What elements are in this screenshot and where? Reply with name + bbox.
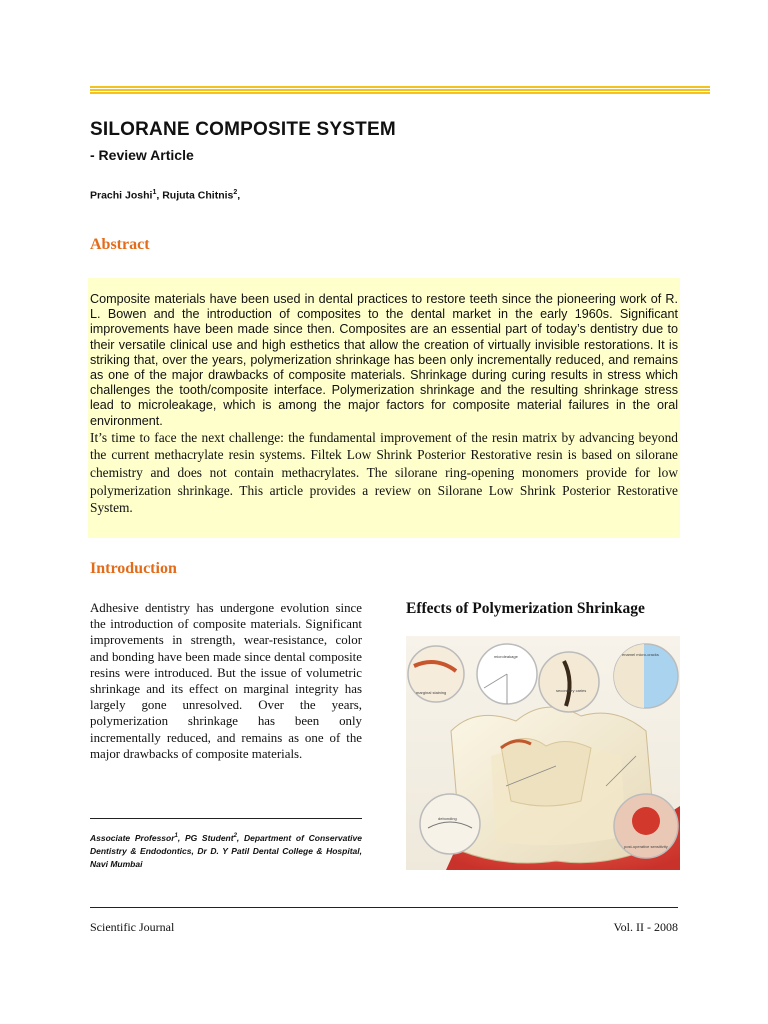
volume-label: Vol. II - 2008	[613, 920, 678, 934]
footnote-text: , PG Student	[177, 832, 234, 843]
introduction-text: Adhesive dentistry has undergone evolution since the introduction of composite materials. Significant improvements in strength, wear-resistance, color and bonding have been made since dental composite resins were introduced. But the issue of volumetric shrinkage and its effect on marginal integrity has largely gone unresolved. Over the years, polymerization shrinkage has been only incrementally reduced, and remains as one of the major drawbacks of composite materials.	[90, 601, 362, 761]
author-name: Rujuta Chitnis	[162, 189, 234, 202]
figure-label: enamel micro-cracks	[622, 652, 659, 657]
figure-label: post-operative sensitivity	[624, 844, 668, 849]
inset-pulp	[632, 807, 660, 835]
abstract-paragraph: Composite materials have been used in dental practices to restore teeth since the pioneering work of R. L. Bowen and the introduction of composites to the dental market in the early 1960s. Significant improvements have been made since then. Composites are an essential part of today’s dentistry due to their versatile clinical use and high esthetics that allow the creation of virtually invisible restorations. It is striking that, over the years, polymerization shrinkage has been only incrementally reduced, and remains as one of the major drawbacks of composite materials. Shrinkage during curing results in stress which challenges the tooth/composite interface. Polymerization shrinkage and the resulting shrinkage stress lead to microleakage, which is among the major factors for composite material failures in the oral environment.	[90, 292, 678, 428]
abstract-paragraph: It’s time to face the next challenge: the fundamental improvement of the resin matrix by advancing beyond the current methacrylate resin systems. Filtek Low Shrink Posterior Restorative resin is based on silorane chemistry and does not contain methacrylates. The silorane ring-opening monomers provide for low polymerization shrinkage. This article provides a review on Silorane Low Shrink Posterior Restorative System.	[90, 429, 678, 516]
footnote-text: , Department of Conservative Dentistry & Endodontics, Dr D. Y Patil Dental College & Hospital, Navi Mumbai	[90, 832, 363, 870]
article-subtitle: - Review Article	[90, 147, 194, 163]
affiliation-mark: 1	[174, 833, 178, 839]
author-trail: ,	[237, 189, 241, 202]
affiliation-mark: 2	[233, 833, 237, 839]
footnote-rule	[90, 818, 362, 819]
restoration	[501, 739, 591, 807]
figure-label: microleakage	[494, 654, 518, 659]
author-line	[90, 189, 240, 202]
figure-label: secondary caries	[556, 688, 587, 693]
abstract-box	[88, 278, 680, 538]
inset-circle	[420, 794, 480, 854]
tooth-illustration	[406, 636, 680, 870]
affiliation-mark: 1	[152, 189, 157, 196]
figure-label: marginal staining	[416, 690, 447, 695]
author-name: Prachi Joshi	[90, 189, 153, 202]
footer-rule	[90, 907, 678, 908]
figure-title: Effects of Polymerization Shrinkage	[406, 600, 645, 617]
journal-name: Scientific Journal	[90, 920, 175, 934]
abstract-heading: Abstract	[90, 236, 150, 253]
footnote-text: Associate Professor	[90, 832, 175, 843]
author-separator: ,	[156, 189, 163, 202]
header-rule	[90, 86, 710, 94]
figure-label: debonding	[438, 816, 457, 821]
footnote	[90, 830, 362, 871]
article-title: SILORANE COMPOSITE SYSTEM	[90, 119, 396, 140]
introduction-heading: Introduction	[90, 560, 177, 577]
affiliation-mark: 2	[233, 189, 238, 196]
